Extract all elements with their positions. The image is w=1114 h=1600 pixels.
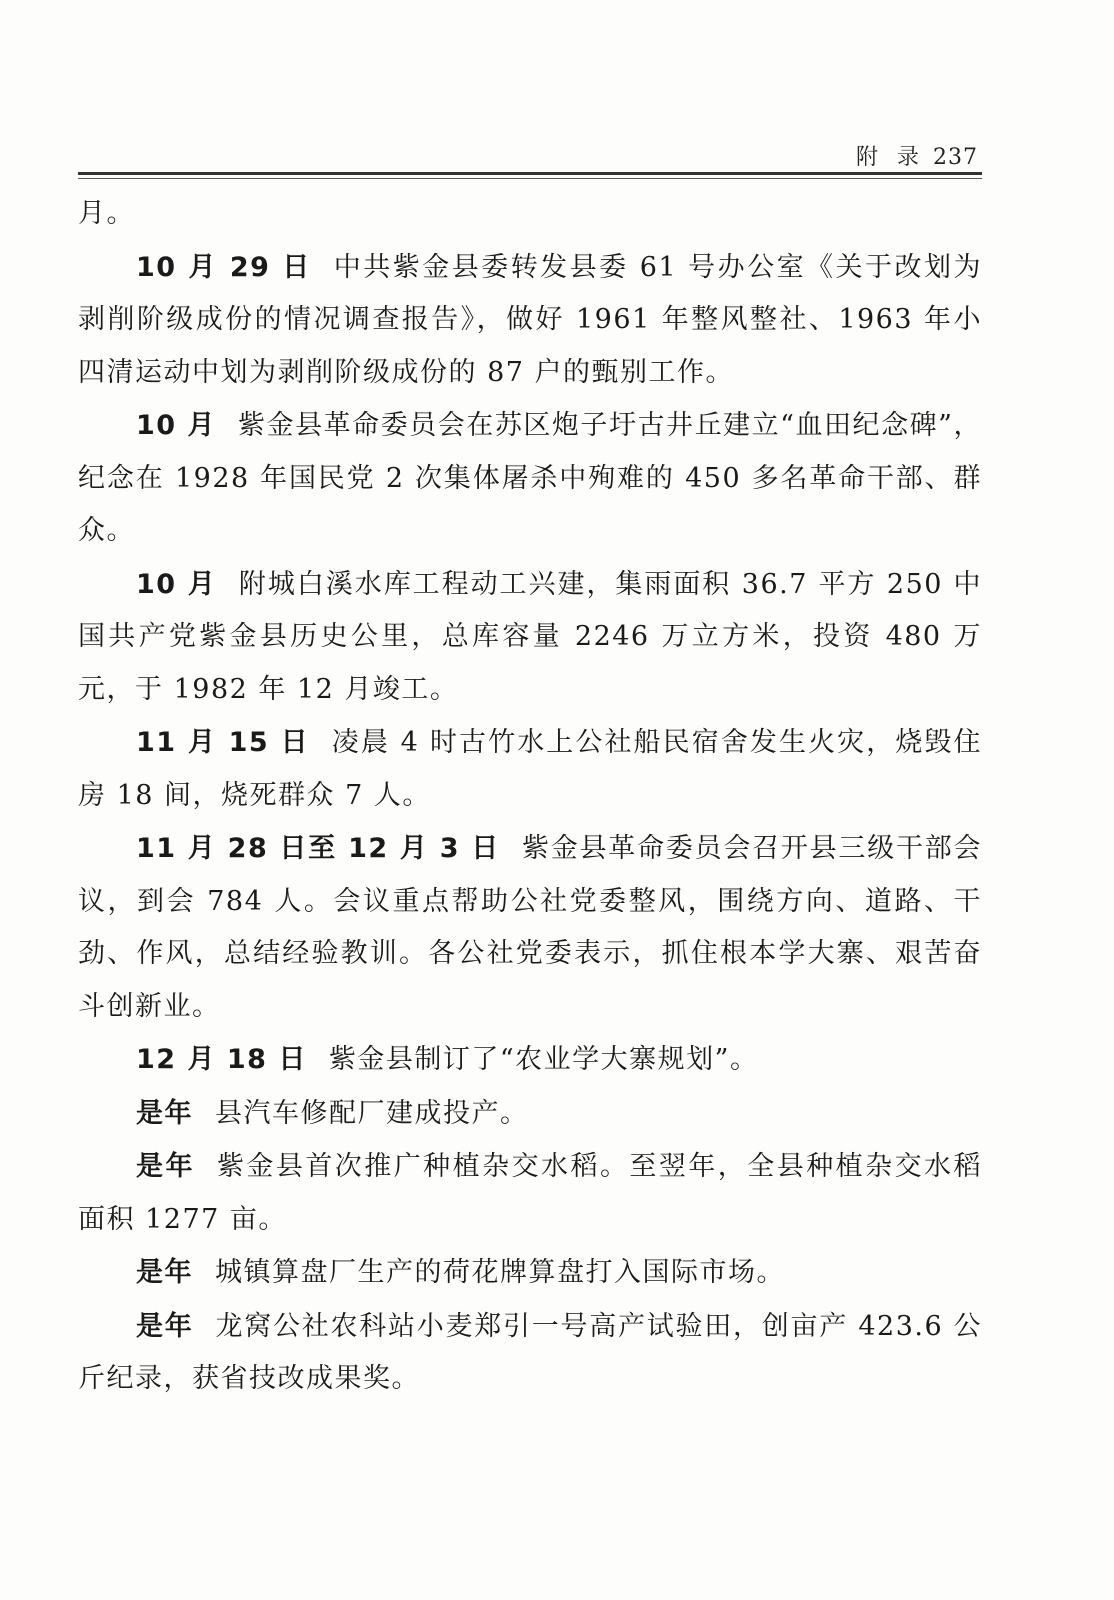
entry-text: 县汽车修配厂建成投产。 [215, 1097, 529, 1129]
page-number: 237 [933, 145, 978, 170]
entry-date: 10 月 29 日 [136, 251, 312, 283]
header-rule-thick [78, 172, 982, 175]
entry-date: 是年 [136, 1097, 193, 1129]
chronicle-entry [78, 1088, 982, 1141]
paragraph-continuation [78, 188, 982, 241]
entry-date: 11 月 28 日至 12 月 3 日 [136, 833, 500, 864]
entry-text: 紫金县革命委员会召开县三级干部会议，到会 784 人。会议重点帮助公社党委整风，围绕方向、道路、干劲、作风，总结经验教训。各公社党委表示，抓住根本学大寨、艰苦奋斗创新业。 [78, 833, 982, 1022]
chronicle-entry [78, 717, 982, 822]
entry-text: 紫金县革命委员会在苏区炮子圩古井丘建立“血田纪念碑”，纪念在 1928 年国民党 2 次集体屠杀中殉难的 450 多名革命干部、群众。 [78, 410, 982, 546]
chronicle-entry [78, 1034, 982, 1087]
entry-date: 是年 [136, 1151, 195, 1182]
chronicle-entry [78, 242, 982, 400]
entry-text: 中共紫金县委转发县委 61 号办公室《关于改划为剥削阶级成份的情况调查报告》，做好 1961 年整风整社、1963 年小四清运动中划为剥削阶级成份的 87 户的甄别工作。 [78, 251, 982, 388]
entry-date: 11 月 15 日 [136, 727, 310, 758]
entry-date: 10 月 [136, 568, 217, 600]
chronicle-entry [78, 559, 982, 717]
chronicle-entry [78, 1247, 982, 1300]
entry-text: 紫金县制订了“农业学大寨规划”。 [328, 1044, 759, 1075]
paragraph-text: 月。 [78, 198, 135, 229]
chronicle-entry [78, 400, 982, 558]
entry-date: 10 月 [136, 410, 217, 441]
entry-text: 城镇算盘厂生产的荷花牌算盘打入国际市场。 [215, 1257, 785, 1288]
entry-text: 凌晨 4 时古竹水上公社船民宿舍发生火灾，烧毁住房 18 间，烧死群众 7 人。 [78, 727, 982, 811]
header-rule-thin [78, 178, 982, 179]
chronicle-entry [78, 1141, 982, 1246]
header-text [856, 140, 978, 171]
running-header [78, 136, 982, 172]
header-section: 附 录 [856, 145, 925, 170]
entry-text: 附城白溪水库工程动工兴建，集雨面积 36.7 平方 250 中国共产党紫金县历史公里，总库容量 2246 万立方米，投资 480 万元，于 1982 年 12 月竣工。 [78, 568, 982, 705]
entry-date: 是年 [136, 1310, 194, 1342]
entry-date: 12 月 18 日 [136, 1044, 307, 1075]
page-body [78, 188, 982, 1406]
entry-date: 是年 [136, 1257, 193, 1288]
entry-text: 龙窝公社农科站小麦郑引一号高产试验田，创亩产 423.6 公斤纪录，获省技改成果奖。 [78, 1310, 983, 1394]
entry-text: 紫金县首次推广种植杂交水稻。至翌年，全县种植杂交水稻面积 1277 亩。 [78, 1151, 983, 1235]
chronicle-entry [78, 1301, 982, 1406]
chronicle-entry [78, 823, 982, 1033]
